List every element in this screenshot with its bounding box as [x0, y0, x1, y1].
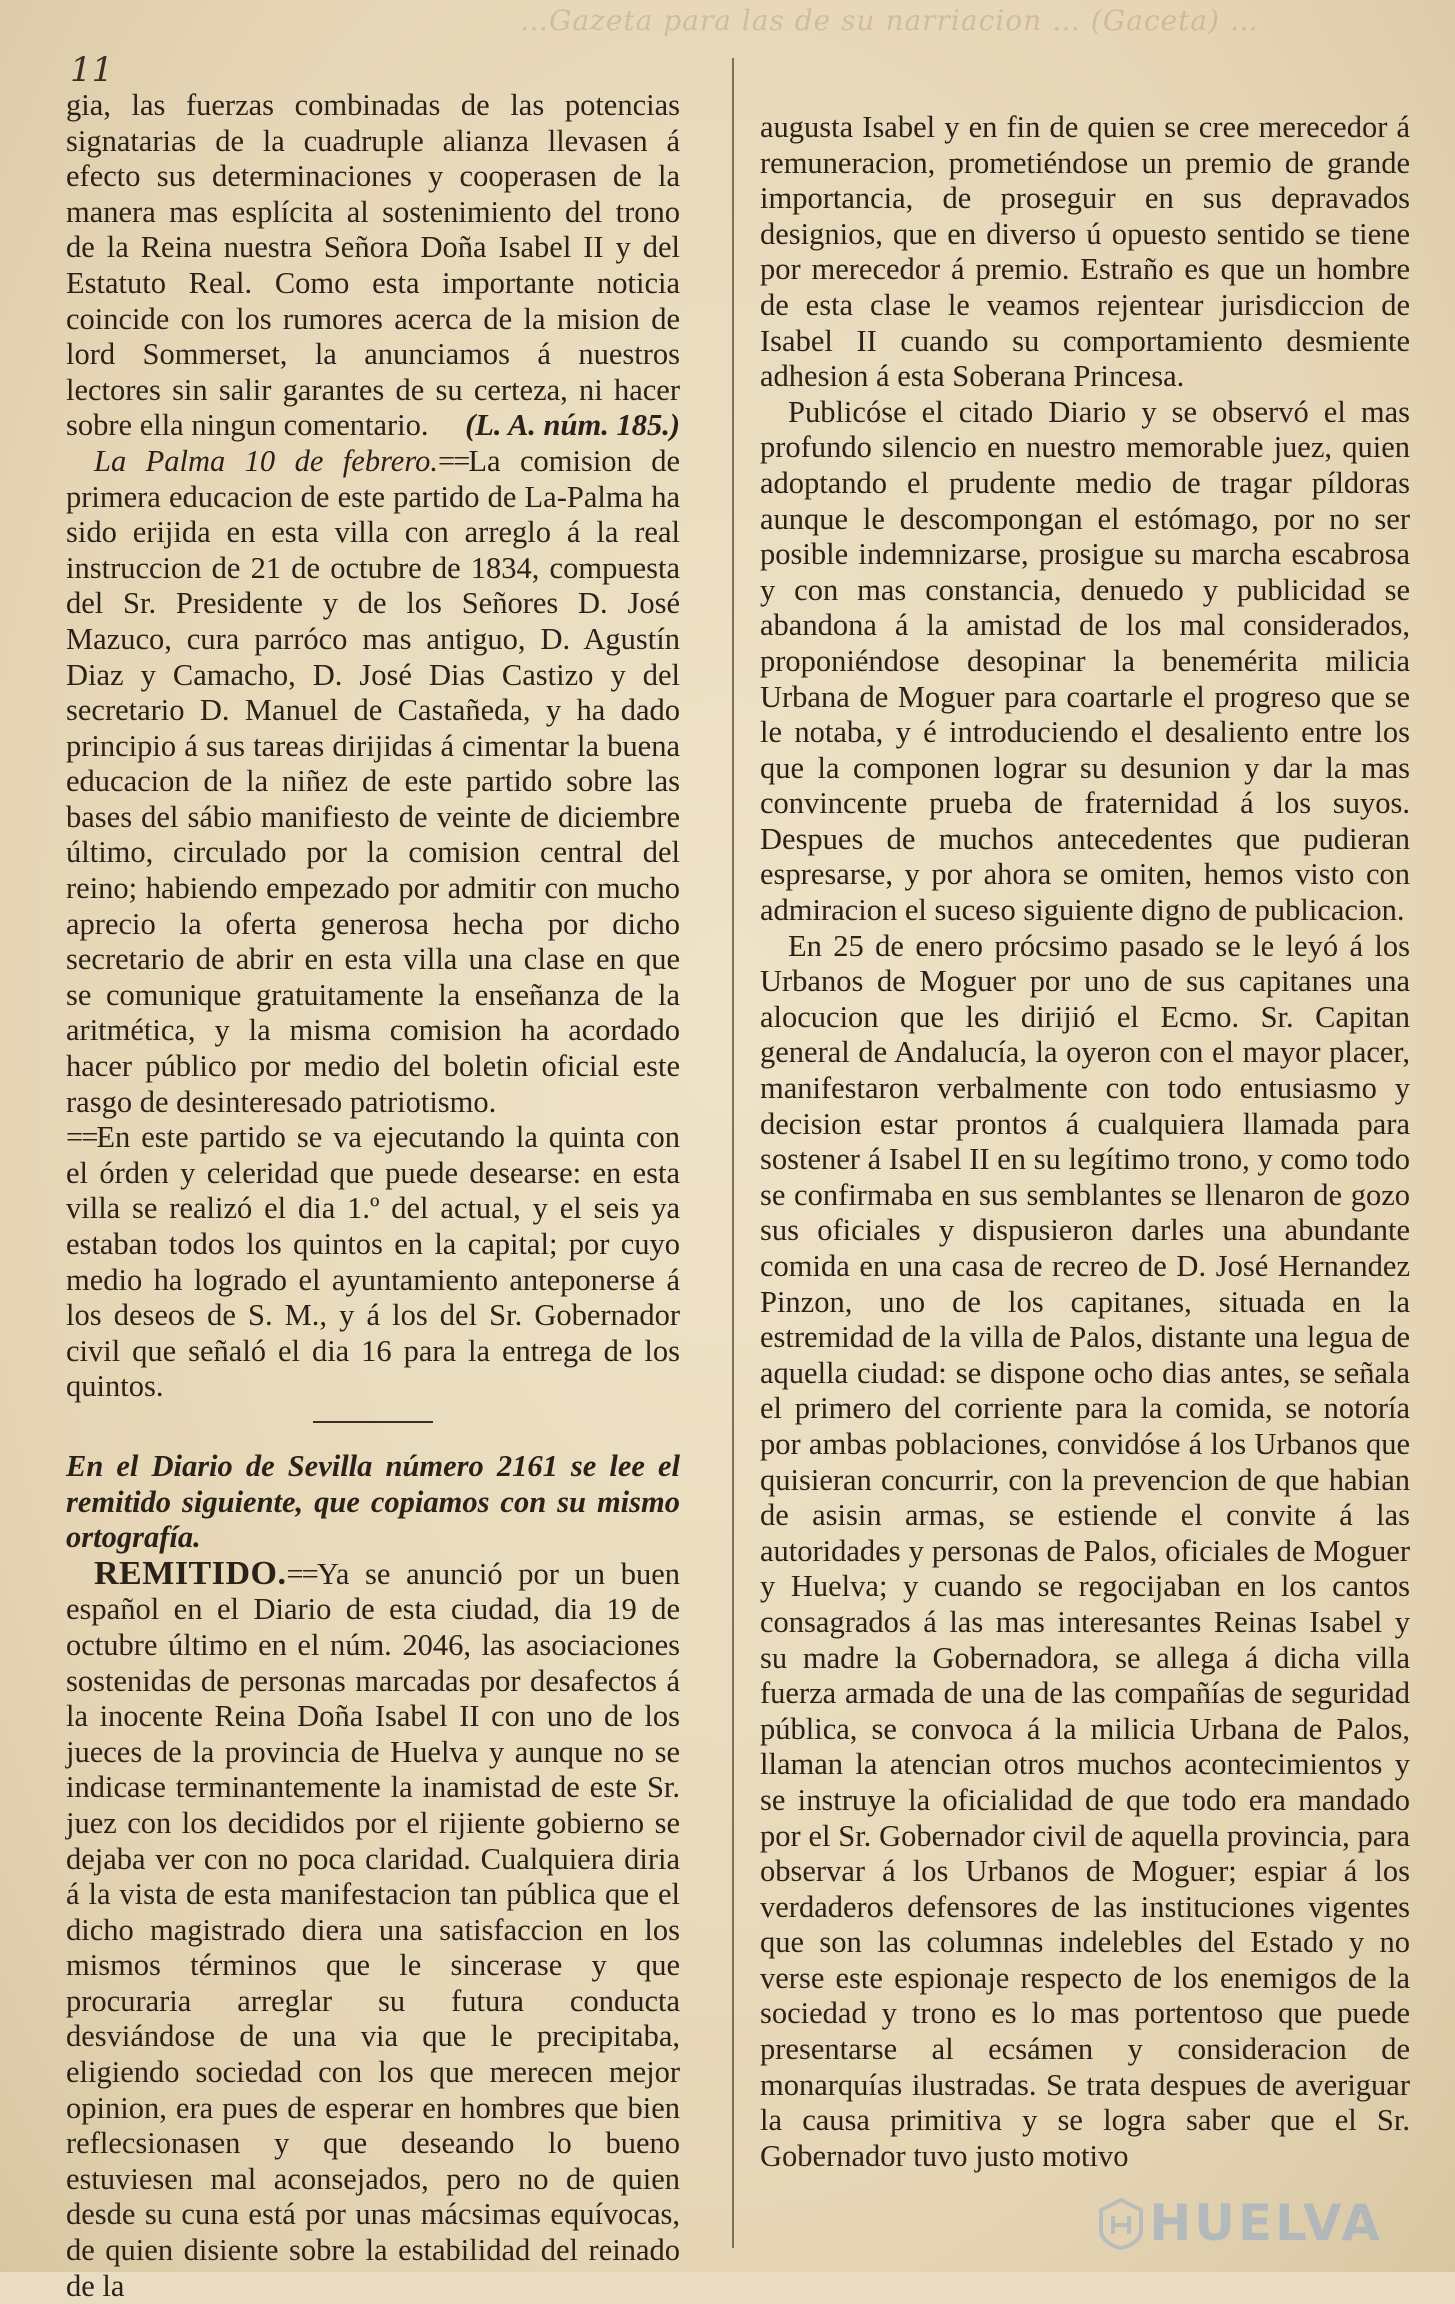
article-paragraph: augusta Isabel y en fin de quien se cree merecedor á remuneracion, prometiéndose un premio de grande importancia, de proseguir en sus depravados designios, que en diverso ú opuesto sentido se tiene por merecedor á premio. Estraño es que un hombre de esta clase le veamos rejentear jurisdiccion de Isabel II cuando su comportamiento desmiente adhesion á esta Soberana Princesa.	[760, 110, 1410, 394]
article-paragraph	[66, 1556, 680, 2304]
paragraph-text: gia, las fuerzas combinadas de las potencias signatarias de la cuadruple alianza llevasen á efecto sus determinaciones y cooperasen de la manera mas esplícita al sostenimiento del trono de la Reina nuestra Señora Doña Isabel II y del Estatuto Real. Como esta importante noticia coincide con los rumores acerca de la mision de lord Sommerset, la anunciamos á nuestros lectores sin salir garantes de su certeza, ni hacer sobre ella ningun comentario.	[66, 88, 680, 443]
paragraph-text: Ya se anunció por un buen español en el Diario de esta ciudad, dia 19 de octubre último en el núm. 2046, las asociaciones sostenidas de personas marcadas por desafectos á la inocente Reina Doña Isabel II con uno de los jueces de la provincia de Huelva y aunque no se indicase terminantemente la inamistad de este Sr. juez con los decididos por el rijiente gobierno se dejaba ver con no poca claridad. Cualquiera diria á la vista de esta manifestacion tan pública que el dicho magistrado diera una satisfaccion en los mismos términos que le sincerase y que procuraria arreglar su futura conducta desviándose de una via que le precipitaba, eligiendo sociedad con los que merecen mejor opinion, era pues de esperar en hombres que bien reflecsionasen y que deseando lo bueno estuviesen mal aconsejados, pero no de quien desde su cuna está por unas mácsimas equívocas, de quien disiente sobre la estabilidad del reinado de la	[66, 1556, 680, 2303]
column-divider	[732, 58, 734, 2248]
left-column	[66, 88, 680, 2304]
section-heading: En el Diario de Sevilla número 2161 se lee el remitido siguiente, que copiamos con su mismo ortografía.	[66, 1448, 680, 1555]
right-column	[760, 110, 1410, 2174]
article-paragraph	[66, 88, 680, 444]
remitido-label: REMITIDO.	[94, 1554, 287, 1592]
library-stamp-icon	[1097, 2198, 1145, 2250]
page-mark: 11	[70, 50, 114, 90]
bleed-through-header: …Gazeta para las de su narriacion … (Gaceta) …	[520, 4, 1259, 37]
dateline: La Palma 10 de febrero.	[94, 443, 438, 478]
source-attribution: (L. A. núm. 185.)	[465, 408, 680, 443]
paragraph-text: En este partido se va ejecutando la quinta con el órden y celeridad que puede desearse: en esta villa se realizó el dia 1.º del actual, y el seis ya estaban todos los quintos en la capital; por cuyo medio ha logrado el ayuntamiento anteponerse á los deseos de S. M., y á los del Sr. Gobernador civil que señaló el dia 16 para la entrega de los quintos.	[66, 1120, 680, 1404]
section-dash: ==	[437, 443, 469, 478]
section-separator	[313, 1421, 433, 1423]
article-paragraph	[66, 1120, 680, 1405]
watermark-text: HUELVA	[1149, 2194, 1383, 2252]
article-paragraph	[66, 444, 680, 1120]
article-paragraph: En 25 de enero prócsimo pasado se le leyó á los Urbanos de Moguer por uno de sus capitanes una alocucion que les dirijió el Ecmo. Sr. Capitan general de Andalucía, la oyeron con el mayor placer, manifestaron verbalmente con todo entusiasmo y decision estar prontos á cualquiera llamada para sostener á Isabel II en su legítimo trono, y como todo se confirmaba en sus semblantes se llenaron de gozo sus oficiales y dispusieron darles una abundante comida en una casa de recreo de D. José Hernandez Pinzon, uno de los capitanes, situada en la estremidad de la villa de Palos, distante una legua de aquella ciudad: se dispone ocho dias antes, se señala el primero del corriente para la comida, se notoría por ambas poblaciones, convidóse á los Urbanos que quisieran concurrir, con la prevencion de que habian de asisin armas, se estiende el convite á las autoridades y personas de Palos, oficiales de Moguer y Huelva; y cuando se regocijaban en los cantos consagrados á las mas interesantes Reinas Isabel y su madre la Gobernadora, se allega á dicha villa fuerza armada de una de las compañías de seguridad pública, se convoca á la milicia Urbana de Palos, llaman la atencian otros muchos acontecimientos y se instruye la oficialidad de que todo era mandado por el Sr. Gobernador civil de aquella provincia, para observar á los Urbanos de Moguer; espiar á los verdaderos defensores de las instituciones vigentes que son las columnas indelebles del Estado y no verse este espionaje respecto de los enemigos de la sociedad y trono es lo mas portentoso que puede presentarse al ecsámen y consideracion de monarquías ilustradas. Se trata despues de averiguar la causa primitiva y se logra saber que el Sr. Gobernador tuvo justo motivo	[760, 928, 1410, 2173]
article-paragraph: Publicóse el citado Diario y se observó el mas profundo silencio en nuestro memorable juez, quien adoptando el prudente medio de tragar píldoras aunque le descompongan el estómago, por no ser posible indemnizarse, prosigue su marcha escabrosa y con mas constancia, denuedo y publicidad se abandona á la amistad de los mal considerados, proponiéndose desopinar la benemérita milicia Urbana de Moguer para coartarle el progreso que se le notaba, y é introduciendo el desaliento entre los que la componen lograr su desunion y dar la mas convincente prueba de fraternidad á los suyos. Despues de muchos antecedentes que pudieran espresarse, y por ahora se omiten, hemos visto con admiracion el suceso siguiente digno de publicacion.	[760, 394, 1410, 928]
paragraph-text: La comision de primera educacion de este partido de La-Palma ha sido erijida en esta villa con arreglo á la real instruccion de 21 de octubre de 1834, compuesta del Sr. Presidente y de los Señores D. José Mazuco, cura parróco mas antiguo, D. Agustín Diaz y Camacho, D. José Dias Castizo y del secretario D. Manuel de Castañeda, y ha dado principio á sus tareas dirijidas á cimentar la buena educacion de la niñez de este partido sobre las bases del sábio manifiesto de veinte de diciembre último, circulado por la comision central del reino; habiendo empezado por admitir con mucho aprecio la oferta generosa hecha por dicho secretario de abrir en esta villa una clase en que se comunique gratuitamente la enseñanza de la aritmética, y la misma comision ha acordado hacer público por medio del boletin oficial este rasgo de desinteresado patriotismo.	[66, 443, 680, 1119]
section-dash: ==	[66, 1120, 97, 1155]
section-dash: ==	[286, 1556, 317, 1591]
